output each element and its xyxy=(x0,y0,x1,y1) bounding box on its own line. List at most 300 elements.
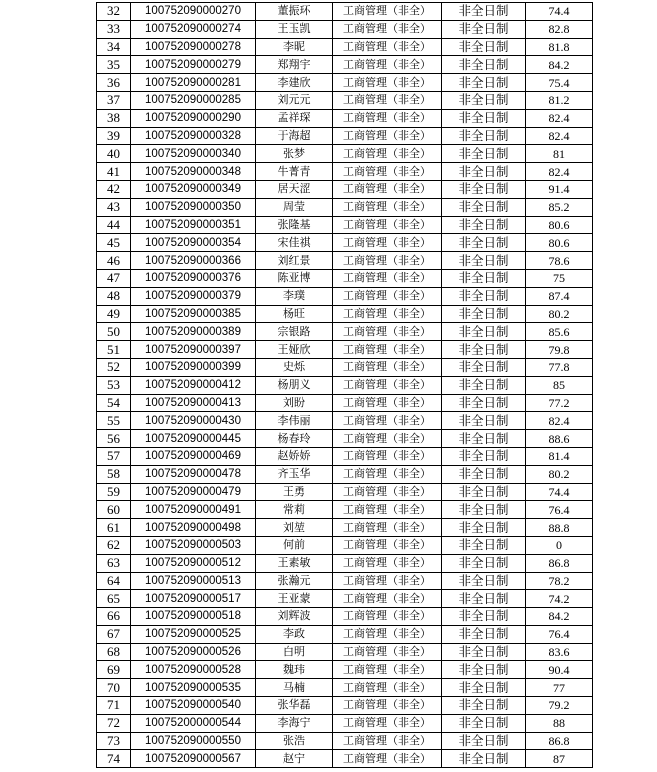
table-row xyxy=(97,430,593,448)
table-row xyxy=(97,394,593,412)
table-row xyxy=(97,590,593,608)
major-cell: 工商管理（非全） xyxy=(333,679,442,697)
score-cell: 76.4 xyxy=(526,501,593,519)
exam-id-cell: 100752090000348 xyxy=(131,163,256,181)
score-cell: 86.8 xyxy=(526,732,593,750)
table-row xyxy=(97,483,593,501)
major-cell: 工商管理（非全） xyxy=(333,447,442,465)
table-row xyxy=(97,697,593,715)
score-cell: 82.4 xyxy=(526,127,593,145)
major-cell: 工商管理（非全） xyxy=(333,501,442,519)
major-cell: 工商管理（非全） xyxy=(333,163,442,181)
table-row xyxy=(97,252,593,270)
major-cell: 工商管理（非全） xyxy=(333,145,442,163)
study-mode-cell: 非全日制 xyxy=(442,216,526,234)
exam-id-cell: 100752090000503 xyxy=(131,536,256,554)
student-name-cell: 王亚蒙 xyxy=(256,590,333,608)
table-row xyxy=(97,127,593,145)
row-number-cell: 50 xyxy=(97,323,131,341)
study-mode-cell: 非全日制 xyxy=(442,661,526,679)
table-row xyxy=(97,3,593,21)
exam-id-cell: 100752090000525 xyxy=(131,625,256,643)
row-number-cell: 65 xyxy=(97,590,131,608)
table-row xyxy=(97,234,593,252)
major-cell: 工商管理（非全） xyxy=(333,714,442,732)
major-cell: 工商管理（非全） xyxy=(333,412,442,430)
exam-id-cell: 100752090000328 xyxy=(131,127,256,145)
exam-id-cell: 100752090000469 xyxy=(131,447,256,465)
major-cell: 工商管理（非全） xyxy=(333,750,442,768)
exam-id-cell: 100752090000478 xyxy=(131,465,256,483)
row-number-cell: 41 xyxy=(97,163,131,181)
score-cell: 83.6 xyxy=(526,643,593,661)
student-name-cell: 张浩 xyxy=(256,732,333,750)
study-mode-cell: 非全日制 xyxy=(442,750,526,768)
table-row xyxy=(97,91,593,109)
exam-id-cell: 100752090000389 xyxy=(131,323,256,341)
major-cell: 工商管理（非全） xyxy=(333,483,442,501)
row-number-cell: 74 xyxy=(97,750,131,768)
table-row xyxy=(97,750,593,768)
score-cell: 76.4 xyxy=(526,625,593,643)
row-number-cell: 42 xyxy=(97,180,131,198)
student-name-cell: 杨春玲 xyxy=(256,430,333,448)
major-cell: 工商管理（非全） xyxy=(333,198,442,216)
table-row xyxy=(97,180,593,198)
major-cell: 工商管理（非全） xyxy=(333,625,442,643)
score-cell: 75 xyxy=(526,269,593,287)
major-cell: 工商管理（非全） xyxy=(333,287,442,305)
major-cell: 工商管理（非全） xyxy=(333,56,442,74)
student-name-cell: 李海宁 xyxy=(256,714,333,732)
exam-id-cell: 100752090000413 xyxy=(131,394,256,412)
student-name-cell: 董振环 xyxy=(256,3,333,21)
major-cell: 工商管理（非全） xyxy=(333,3,442,21)
score-cell: 87.4 xyxy=(526,287,593,305)
study-mode-cell: 非全日制 xyxy=(442,483,526,501)
exam-id-cell: 100752090000290 xyxy=(131,109,256,127)
row-number-cell: 45 xyxy=(97,234,131,252)
study-mode-cell: 非全日制 xyxy=(442,679,526,697)
table-row xyxy=(97,519,593,537)
score-table-body xyxy=(97,3,593,768)
row-number-cell: 55 xyxy=(97,412,131,430)
major-cell: 工商管理（非全） xyxy=(333,572,442,590)
major-cell: 工商管理（非全） xyxy=(333,376,442,394)
score-cell: 0 xyxy=(526,536,593,554)
study-mode-cell: 非全日制 xyxy=(442,625,526,643)
table-row xyxy=(97,198,593,216)
student-name-cell: 郑翔宇 xyxy=(256,56,333,74)
major-cell: 工商管理（非全） xyxy=(333,20,442,38)
row-number-cell: 49 xyxy=(97,305,131,323)
major-cell: 工商管理（非全） xyxy=(333,91,442,109)
student-name-cell: 李政 xyxy=(256,625,333,643)
student-name-cell: 赵娇娇 xyxy=(256,447,333,465)
study-mode-cell: 非全日制 xyxy=(442,269,526,287)
row-number-cell: 46 xyxy=(97,252,131,270)
table-row xyxy=(97,216,593,234)
table-row xyxy=(97,376,593,394)
exam-id-cell: 100752090000498 xyxy=(131,519,256,537)
row-number-cell: 53 xyxy=(97,376,131,394)
row-number-cell: 60 xyxy=(97,501,131,519)
exam-id-cell: 100752090000445 xyxy=(131,430,256,448)
exam-id-cell: 100752090000430 xyxy=(131,412,256,430)
student-name-cell: 于海超 xyxy=(256,127,333,145)
major-cell: 工商管理（非全） xyxy=(333,127,442,145)
student-name-cell: 李昵 xyxy=(256,38,333,56)
major-cell: 工商管理（非全） xyxy=(333,643,442,661)
study-mode-cell: 非全日制 xyxy=(442,74,526,92)
major-cell: 工商管理（非全） xyxy=(333,234,442,252)
row-number-cell: 44 xyxy=(97,216,131,234)
major-cell: 工商管理（非全） xyxy=(333,519,442,537)
student-name-cell: 张隆基 xyxy=(256,216,333,234)
major-cell: 工商管理（非全） xyxy=(333,109,442,127)
exam-id-cell: 100752090000491 xyxy=(131,501,256,519)
study-mode-cell: 非全日制 xyxy=(442,145,526,163)
student-name-cell: 王素敏 xyxy=(256,554,333,572)
table-row xyxy=(97,554,593,572)
table-row xyxy=(97,661,593,679)
study-mode-cell: 非全日制 xyxy=(442,501,526,519)
major-cell: 工商管理（非全） xyxy=(333,305,442,323)
score-cell: 81.8 xyxy=(526,38,593,56)
score-cell: 84.2 xyxy=(526,56,593,74)
table-row xyxy=(97,20,593,38)
table-row xyxy=(97,145,593,163)
study-mode-cell: 非全日制 xyxy=(442,643,526,661)
table-row xyxy=(97,732,593,750)
study-mode-cell: 非全日制 xyxy=(442,465,526,483)
row-number-cell: 32 xyxy=(97,3,131,21)
exam-id-cell: 100752090000349 xyxy=(131,180,256,198)
study-mode-cell: 非全日制 xyxy=(442,447,526,465)
row-number-cell: 69 xyxy=(97,661,131,679)
study-mode-cell: 非全日制 xyxy=(442,519,526,537)
table-row xyxy=(97,74,593,92)
exam-id-cell: 100752090000270 xyxy=(131,3,256,21)
table-row xyxy=(97,305,593,323)
score-cell: 81 xyxy=(526,145,593,163)
major-cell: 工商管理（非全） xyxy=(333,180,442,198)
student-name-cell: 史烁 xyxy=(256,358,333,376)
table-row xyxy=(97,465,593,483)
exam-id-cell: 100752090000518 xyxy=(131,608,256,626)
major-cell: 工商管理（非全） xyxy=(333,341,442,359)
table-row xyxy=(97,358,593,376)
student-name-cell: 刘盼 xyxy=(256,394,333,412)
score-cell: 78.6 xyxy=(526,252,593,270)
study-mode-cell: 非全日制 xyxy=(442,38,526,56)
study-mode-cell: 非全日制 xyxy=(442,3,526,21)
exam-id-cell: 100752090000281 xyxy=(131,74,256,92)
score-cell: 80.2 xyxy=(526,305,593,323)
score-cell: 82.4 xyxy=(526,109,593,127)
major-cell: 工商管理（非全） xyxy=(333,465,442,483)
study-mode-cell: 非全日制 xyxy=(442,56,526,74)
student-name-cell: 陈亚博 xyxy=(256,269,333,287)
exam-id-cell: 100752090000379 xyxy=(131,287,256,305)
score-cell: 85.2 xyxy=(526,198,593,216)
score-table xyxy=(96,2,593,768)
table-row xyxy=(97,287,593,305)
major-cell: 工商管理（非全） xyxy=(333,430,442,448)
study-mode-cell: 非全日制 xyxy=(442,358,526,376)
study-mode-cell: 非全日制 xyxy=(442,180,526,198)
row-number-cell: 57 xyxy=(97,447,131,465)
student-name-cell: 李建欣 xyxy=(256,74,333,92)
student-name-cell: 张华磊 xyxy=(256,697,333,715)
study-mode-cell: 非全日制 xyxy=(442,608,526,626)
row-number-cell: 59 xyxy=(97,483,131,501)
score-cell: 74.2 xyxy=(526,590,593,608)
study-mode-cell: 非全日制 xyxy=(442,20,526,38)
exam-id-cell: 100752090000397 xyxy=(131,341,256,359)
study-mode-cell: 非全日制 xyxy=(442,341,526,359)
score-cell: 82.8 xyxy=(526,20,593,38)
score-cell: 77 xyxy=(526,679,593,697)
student-name-cell: 何前 xyxy=(256,536,333,554)
major-cell: 工商管理（非全） xyxy=(333,74,442,92)
study-mode-cell: 非全日制 xyxy=(442,234,526,252)
exam-id-cell: 100752090000512 xyxy=(131,554,256,572)
study-mode-cell: 非全日制 xyxy=(442,714,526,732)
exam-id-cell: 100752090000399 xyxy=(131,358,256,376)
row-number-cell: 67 xyxy=(97,625,131,643)
exam-id-cell: 100752090000479 xyxy=(131,483,256,501)
student-name-cell: 刘红景 xyxy=(256,252,333,270)
table-row xyxy=(97,412,593,430)
student-name-cell: 齐玉华 xyxy=(256,465,333,483)
row-number-cell: 68 xyxy=(97,643,131,661)
major-cell: 工商管理（非全） xyxy=(333,269,442,287)
table-row xyxy=(97,38,593,56)
study-mode-cell: 非全日制 xyxy=(442,252,526,270)
student-name-cell: 张梦 xyxy=(256,145,333,163)
row-number-cell: 70 xyxy=(97,679,131,697)
table-row xyxy=(97,536,593,554)
exam-id-cell: 100752090000526 xyxy=(131,643,256,661)
student-name-cell: 周莹 xyxy=(256,198,333,216)
student-name-cell: 王玉凯 xyxy=(256,20,333,38)
study-mode-cell: 非全日制 xyxy=(442,554,526,572)
major-cell: 工商管理（非全） xyxy=(333,358,442,376)
student-name-cell: 张瀚元 xyxy=(256,572,333,590)
study-mode-cell: 非全日制 xyxy=(442,109,526,127)
student-name-cell: 杨朋义 xyxy=(256,376,333,394)
row-number-cell: 62 xyxy=(97,536,131,554)
study-mode-cell: 非全日制 xyxy=(442,697,526,715)
table-row xyxy=(97,714,593,732)
student-name-cell: 孟祥琛 xyxy=(256,109,333,127)
student-name-cell: 白明 xyxy=(256,643,333,661)
exam-id-cell: 100752090000540 xyxy=(131,697,256,715)
table-row xyxy=(97,643,593,661)
score-cell: 81.4 xyxy=(526,447,593,465)
row-number-cell: 34 xyxy=(97,38,131,56)
student-name-cell: 宗银路 xyxy=(256,323,333,341)
row-number-cell: 56 xyxy=(97,430,131,448)
row-number-cell: 43 xyxy=(97,198,131,216)
score-cell: 85.6 xyxy=(526,323,593,341)
student-name-cell: 宋佳祺 xyxy=(256,234,333,252)
study-mode-cell: 非全日制 xyxy=(442,376,526,394)
row-number-cell: 36 xyxy=(97,74,131,92)
score-cell: 78.2 xyxy=(526,572,593,590)
score-cell: 74.4 xyxy=(526,483,593,501)
table-row xyxy=(97,56,593,74)
major-cell: 工商管理（非全） xyxy=(333,216,442,234)
score-cell: 82.4 xyxy=(526,163,593,181)
study-mode-cell: 非全日制 xyxy=(442,323,526,341)
row-number-cell: 38 xyxy=(97,109,131,127)
major-cell: 工商管理（非全） xyxy=(333,38,442,56)
score-cell: 88.6 xyxy=(526,430,593,448)
student-name-cell: 居天涩 xyxy=(256,180,333,198)
row-number-cell: 35 xyxy=(97,56,131,74)
score-cell: 88.8 xyxy=(526,519,593,537)
major-cell: 工商管理（非全） xyxy=(333,697,442,715)
table-row xyxy=(97,109,593,127)
major-cell: 工商管理（非全） xyxy=(333,323,442,341)
study-mode-cell: 非全日制 xyxy=(442,572,526,590)
study-mode-cell: 非全日制 xyxy=(442,412,526,430)
score-cell: 90.4 xyxy=(526,661,593,679)
exam-id-cell: 100752090000350 xyxy=(131,198,256,216)
student-name-cell: 马楠 xyxy=(256,679,333,697)
row-number-cell: 48 xyxy=(97,287,131,305)
exam-id-cell: 100752090000517 xyxy=(131,590,256,608)
exam-id-cell: 100752090000412 xyxy=(131,376,256,394)
student-name-cell: 刘堃 xyxy=(256,519,333,537)
score-cell: 80.6 xyxy=(526,234,593,252)
score-cell: 87 xyxy=(526,750,593,768)
score-cell: 91.4 xyxy=(526,180,593,198)
exam-id-cell: 100752090000550 xyxy=(131,732,256,750)
table-row xyxy=(97,323,593,341)
score-cell: 82.4 xyxy=(526,412,593,430)
student-name-cell: 牛菁青 xyxy=(256,163,333,181)
table-row xyxy=(97,608,593,626)
student-name-cell: 李伟丽 xyxy=(256,412,333,430)
table-row xyxy=(97,572,593,590)
major-cell: 工商管理（非全） xyxy=(333,732,442,750)
exam-id-cell: 100752090000354 xyxy=(131,234,256,252)
student-name-cell: 刘辉波 xyxy=(256,608,333,626)
score-cell: 74.4 xyxy=(526,3,593,21)
exam-id-cell: 100752090000274 xyxy=(131,20,256,38)
exam-id-cell: 100752090000340 xyxy=(131,145,256,163)
major-cell: 工商管理（非全） xyxy=(333,590,442,608)
study-mode-cell: 非全日制 xyxy=(442,590,526,608)
student-name-cell: 王勇 xyxy=(256,483,333,501)
study-mode-cell: 非全日制 xyxy=(442,287,526,305)
row-number-cell: 71 xyxy=(97,697,131,715)
row-number-cell: 72 xyxy=(97,714,131,732)
score-cell: 77.8 xyxy=(526,358,593,376)
exam-id-cell: 100752090000279 xyxy=(131,56,256,74)
table-row xyxy=(97,341,593,359)
study-mode-cell: 非全日制 xyxy=(442,163,526,181)
row-number-cell: 39 xyxy=(97,127,131,145)
score-cell: 80.6 xyxy=(526,216,593,234)
exam-id-cell: 100752090000513 xyxy=(131,572,256,590)
table-row xyxy=(97,501,593,519)
table-row xyxy=(97,269,593,287)
major-cell: 工商管理（非全） xyxy=(333,608,442,626)
major-cell: 工商管理（非全） xyxy=(333,252,442,270)
row-number-cell: 58 xyxy=(97,465,131,483)
study-mode-cell: 非全日制 xyxy=(442,91,526,109)
student-name-cell: 常莉 xyxy=(256,501,333,519)
row-number-cell: 64 xyxy=(97,572,131,590)
score-cell: 84.2 xyxy=(526,608,593,626)
exam-id-cell: 100752090000385 xyxy=(131,305,256,323)
table-row xyxy=(97,679,593,697)
score-cell: 86.8 xyxy=(526,554,593,572)
major-cell: 工商管理（非全） xyxy=(333,554,442,572)
score-cell: 81.2 xyxy=(526,91,593,109)
study-mode-cell: 非全日制 xyxy=(442,127,526,145)
study-mode-cell: 非全日制 xyxy=(442,305,526,323)
student-name-cell: 李璞 xyxy=(256,287,333,305)
row-number-cell: 47 xyxy=(97,269,131,287)
exam-id-cell: 100752090000285 xyxy=(131,91,256,109)
exam-id-cell: 100752090000535 xyxy=(131,679,256,697)
row-number-cell: 52 xyxy=(97,358,131,376)
row-number-cell: 54 xyxy=(97,394,131,412)
exam-id-cell: 100752090000528 xyxy=(131,661,256,679)
exam-id-cell: 100752090000278 xyxy=(131,38,256,56)
score-cell: 80.2 xyxy=(526,465,593,483)
score-cell: 79.8 xyxy=(526,341,593,359)
row-number-cell: 37 xyxy=(97,91,131,109)
score-cell: 77.2 xyxy=(526,394,593,412)
study-mode-cell: 非全日制 xyxy=(442,430,526,448)
row-number-cell: 63 xyxy=(97,554,131,572)
student-name-cell: 刘元元 xyxy=(256,91,333,109)
major-cell: 工商管理（非全） xyxy=(333,536,442,554)
major-cell: 工商管理（非全） xyxy=(333,661,442,679)
study-mode-cell: 非全日制 xyxy=(442,198,526,216)
study-mode-cell: 非全日制 xyxy=(442,732,526,750)
student-name-cell: 赵宁 xyxy=(256,750,333,768)
row-number-cell: 33 xyxy=(97,20,131,38)
exam-id-cell: 100752090000567 xyxy=(131,750,256,768)
study-mode-cell: 非全日制 xyxy=(442,536,526,554)
table-row xyxy=(97,625,593,643)
row-number-cell: 51 xyxy=(97,341,131,359)
student-name-cell: 王娅欣 xyxy=(256,341,333,359)
row-number-cell: 61 xyxy=(97,519,131,537)
score-cell: 85 xyxy=(526,376,593,394)
score-cell: 79.2 xyxy=(526,697,593,715)
exam-id-cell: 100752000000544 xyxy=(131,714,256,732)
student-name-cell: 魏玮 xyxy=(256,661,333,679)
row-number-cell: 40 xyxy=(97,145,131,163)
exam-id-cell: 100752090000376 xyxy=(131,269,256,287)
table-row xyxy=(97,447,593,465)
score-cell: 75.4 xyxy=(526,74,593,92)
row-number-cell: 73 xyxy=(97,732,131,750)
major-cell: 工商管理（非全） xyxy=(333,394,442,412)
row-number-cell: 66 xyxy=(97,608,131,626)
exam-id-cell: 100752090000351 xyxy=(131,216,256,234)
exam-id-cell: 100752090000366 xyxy=(131,252,256,270)
student-name-cell: 杨旺 xyxy=(256,305,333,323)
